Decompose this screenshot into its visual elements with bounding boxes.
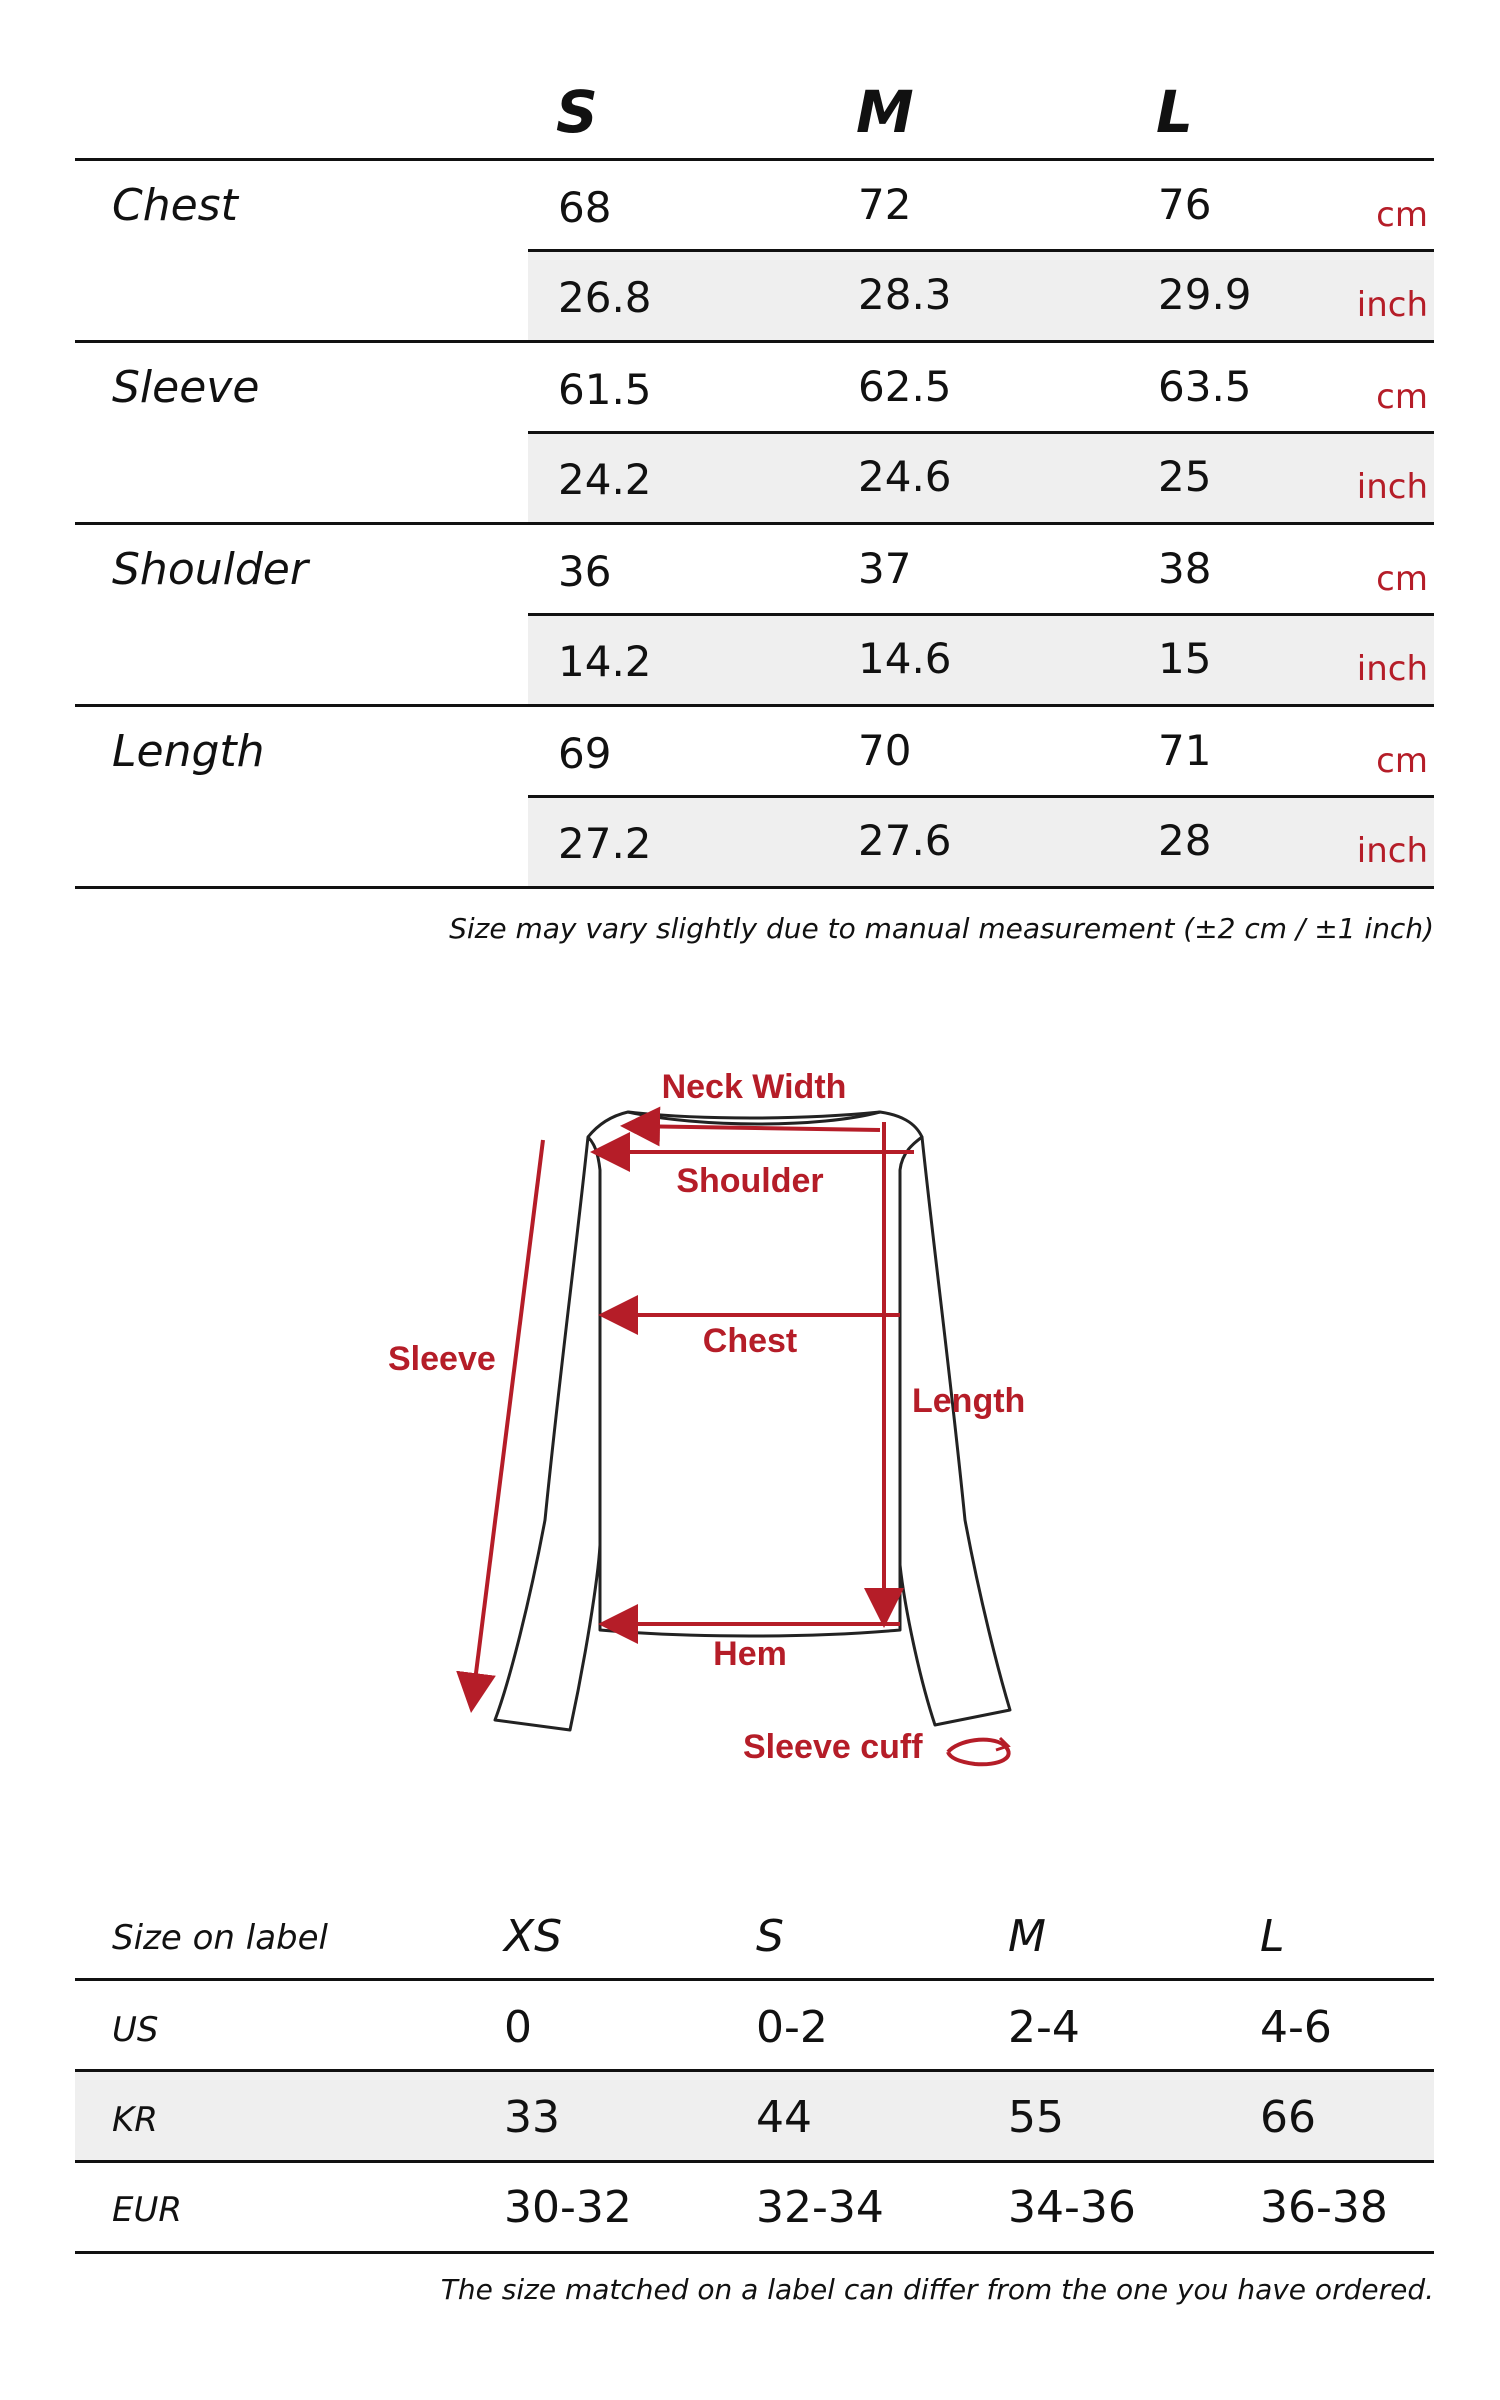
conversion-note: The size matched on a label can differ from the one you have ordered.	[440, 2273, 1434, 2306]
cell: 34-36	[1008, 2182, 1136, 2233]
garment-diagram	[0, 1040, 1500, 1800]
label-length: Length	[912, 1382, 1026, 1420]
unit-inch: inch	[1356, 649, 1428, 689]
row-label-us: US	[112, 2010, 159, 2050]
divider	[75, 704, 1434, 707]
row-label-shoulder: Shoulder	[112, 544, 308, 595]
cell: 76	[1158, 180, 1212, 229]
row-shade	[528, 798, 1434, 888]
divider	[528, 249, 1434, 252]
cell: 25	[1158, 452, 1212, 501]
divider	[75, 2251, 1434, 2254]
cell: 32-34	[756, 2182, 884, 2233]
row-label-chest: Chest	[112, 180, 238, 231]
cell: 2-4	[1008, 2002, 1080, 2053]
conversion-size-xs: XS	[504, 1911, 563, 1962]
cell: 24.2	[558, 455, 652, 504]
unit-inch: inch	[1356, 285, 1428, 325]
label-sleeve-cuff: Sleeve cuff	[743, 1728, 923, 1766]
unit-cm: cm	[1376, 559, 1428, 599]
cell: 24.6	[858, 452, 952, 501]
label-chest: Chest	[702, 1322, 798, 1360]
divider	[528, 795, 1434, 798]
label-shoulder: Shoulder	[676, 1162, 824, 1200]
sleeve-arrow	[472, 1140, 543, 1705]
row-shade	[528, 434, 1434, 524]
cell: 27.2	[558, 819, 652, 868]
cell: 69	[558, 729, 612, 778]
cell: 68	[558, 183, 612, 232]
row-label-eur: EUR	[112, 2190, 182, 2230]
label-hem: Hem	[713, 1635, 787, 1673]
cell: 27.6	[858, 816, 952, 865]
cell: 36	[558, 547, 612, 596]
divider	[528, 431, 1434, 434]
row-shade	[528, 616, 1434, 706]
cell: 14.6	[858, 634, 952, 683]
unit-cm: cm	[1376, 377, 1428, 417]
cell: 63.5	[1158, 362, 1252, 411]
cell: 4-6	[1260, 2002, 1332, 2053]
measurement-note: Size may vary slightly due to manual measurement (±2 cm / ±1 inch)	[449, 912, 1434, 945]
divider	[528, 613, 1434, 616]
cell: 14.2	[558, 637, 652, 686]
row-label-length: Length	[112, 726, 265, 777]
divider	[75, 158, 1434, 161]
size-header-l: L	[1156, 78, 1193, 146]
divider	[75, 340, 1434, 343]
size-header-s: S	[556, 78, 598, 146]
label-neck-width: Neck Width	[661, 1068, 847, 1106]
size-header-m: M	[856, 78, 914, 146]
conversion-size-s: S	[756, 1911, 784, 1962]
cell: 44	[756, 2092, 812, 2143]
cell: 36-38	[1260, 2182, 1388, 2233]
row-shade	[528, 252, 1434, 342]
row-label-kr: KR	[112, 2100, 158, 2140]
divider	[75, 886, 1434, 889]
cell: 70	[858, 726, 912, 775]
divider	[75, 2160, 1434, 2163]
cell: 29.9	[1158, 270, 1252, 319]
cell: 28.3	[858, 270, 952, 319]
cell: 71	[1158, 726, 1212, 775]
unit-cm: cm	[1376, 741, 1428, 781]
cell: 0-2	[756, 2002, 828, 2053]
cell: 30-32	[504, 2182, 632, 2233]
unit-inch: inch	[1356, 831, 1428, 871]
conversion-header-label: Size on label	[112, 1918, 328, 1958]
cell: 33	[504, 2092, 560, 2143]
neck-width-arrow	[628, 1126, 880, 1130]
cell: 26.8	[558, 273, 652, 322]
cell: 37	[858, 544, 912, 593]
cell: 0	[504, 2002, 532, 2053]
cell: 15	[1158, 634, 1212, 683]
label-sleeve: Sleeve	[388, 1340, 496, 1378]
unit-inch: inch	[1356, 467, 1428, 507]
cell: 66	[1260, 2092, 1316, 2143]
row-shade	[75, 2072, 1434, 2160]
cell: 28	[1158, 816, 1212, 865]
divider	[75, 1978, 1434, 1981]
divider	[75, 522, 1434, 525]
sleeve-cuff-arrow	[948, 1740, 1009, 1765]
cell: 61.5	[558, 365, 652, 414]
cell: 38	[1158, 544, 1212, 593]
conversion-size-m: M	[1008, 1911, 1046, 1962]
cell: 55	[1008, 2092, 1064, 2143]
row-label-sleeve: Sleeve	[112, 362, 260, 413]
cell: 72	[858, 180, 912, 229]
unit-cm: cm	[1376, 195, 1428, 235]
conversion-size-l: L	[1260, 1911, 1285, 1962]
cell: 62.5	[858, 362, 952, 411]
